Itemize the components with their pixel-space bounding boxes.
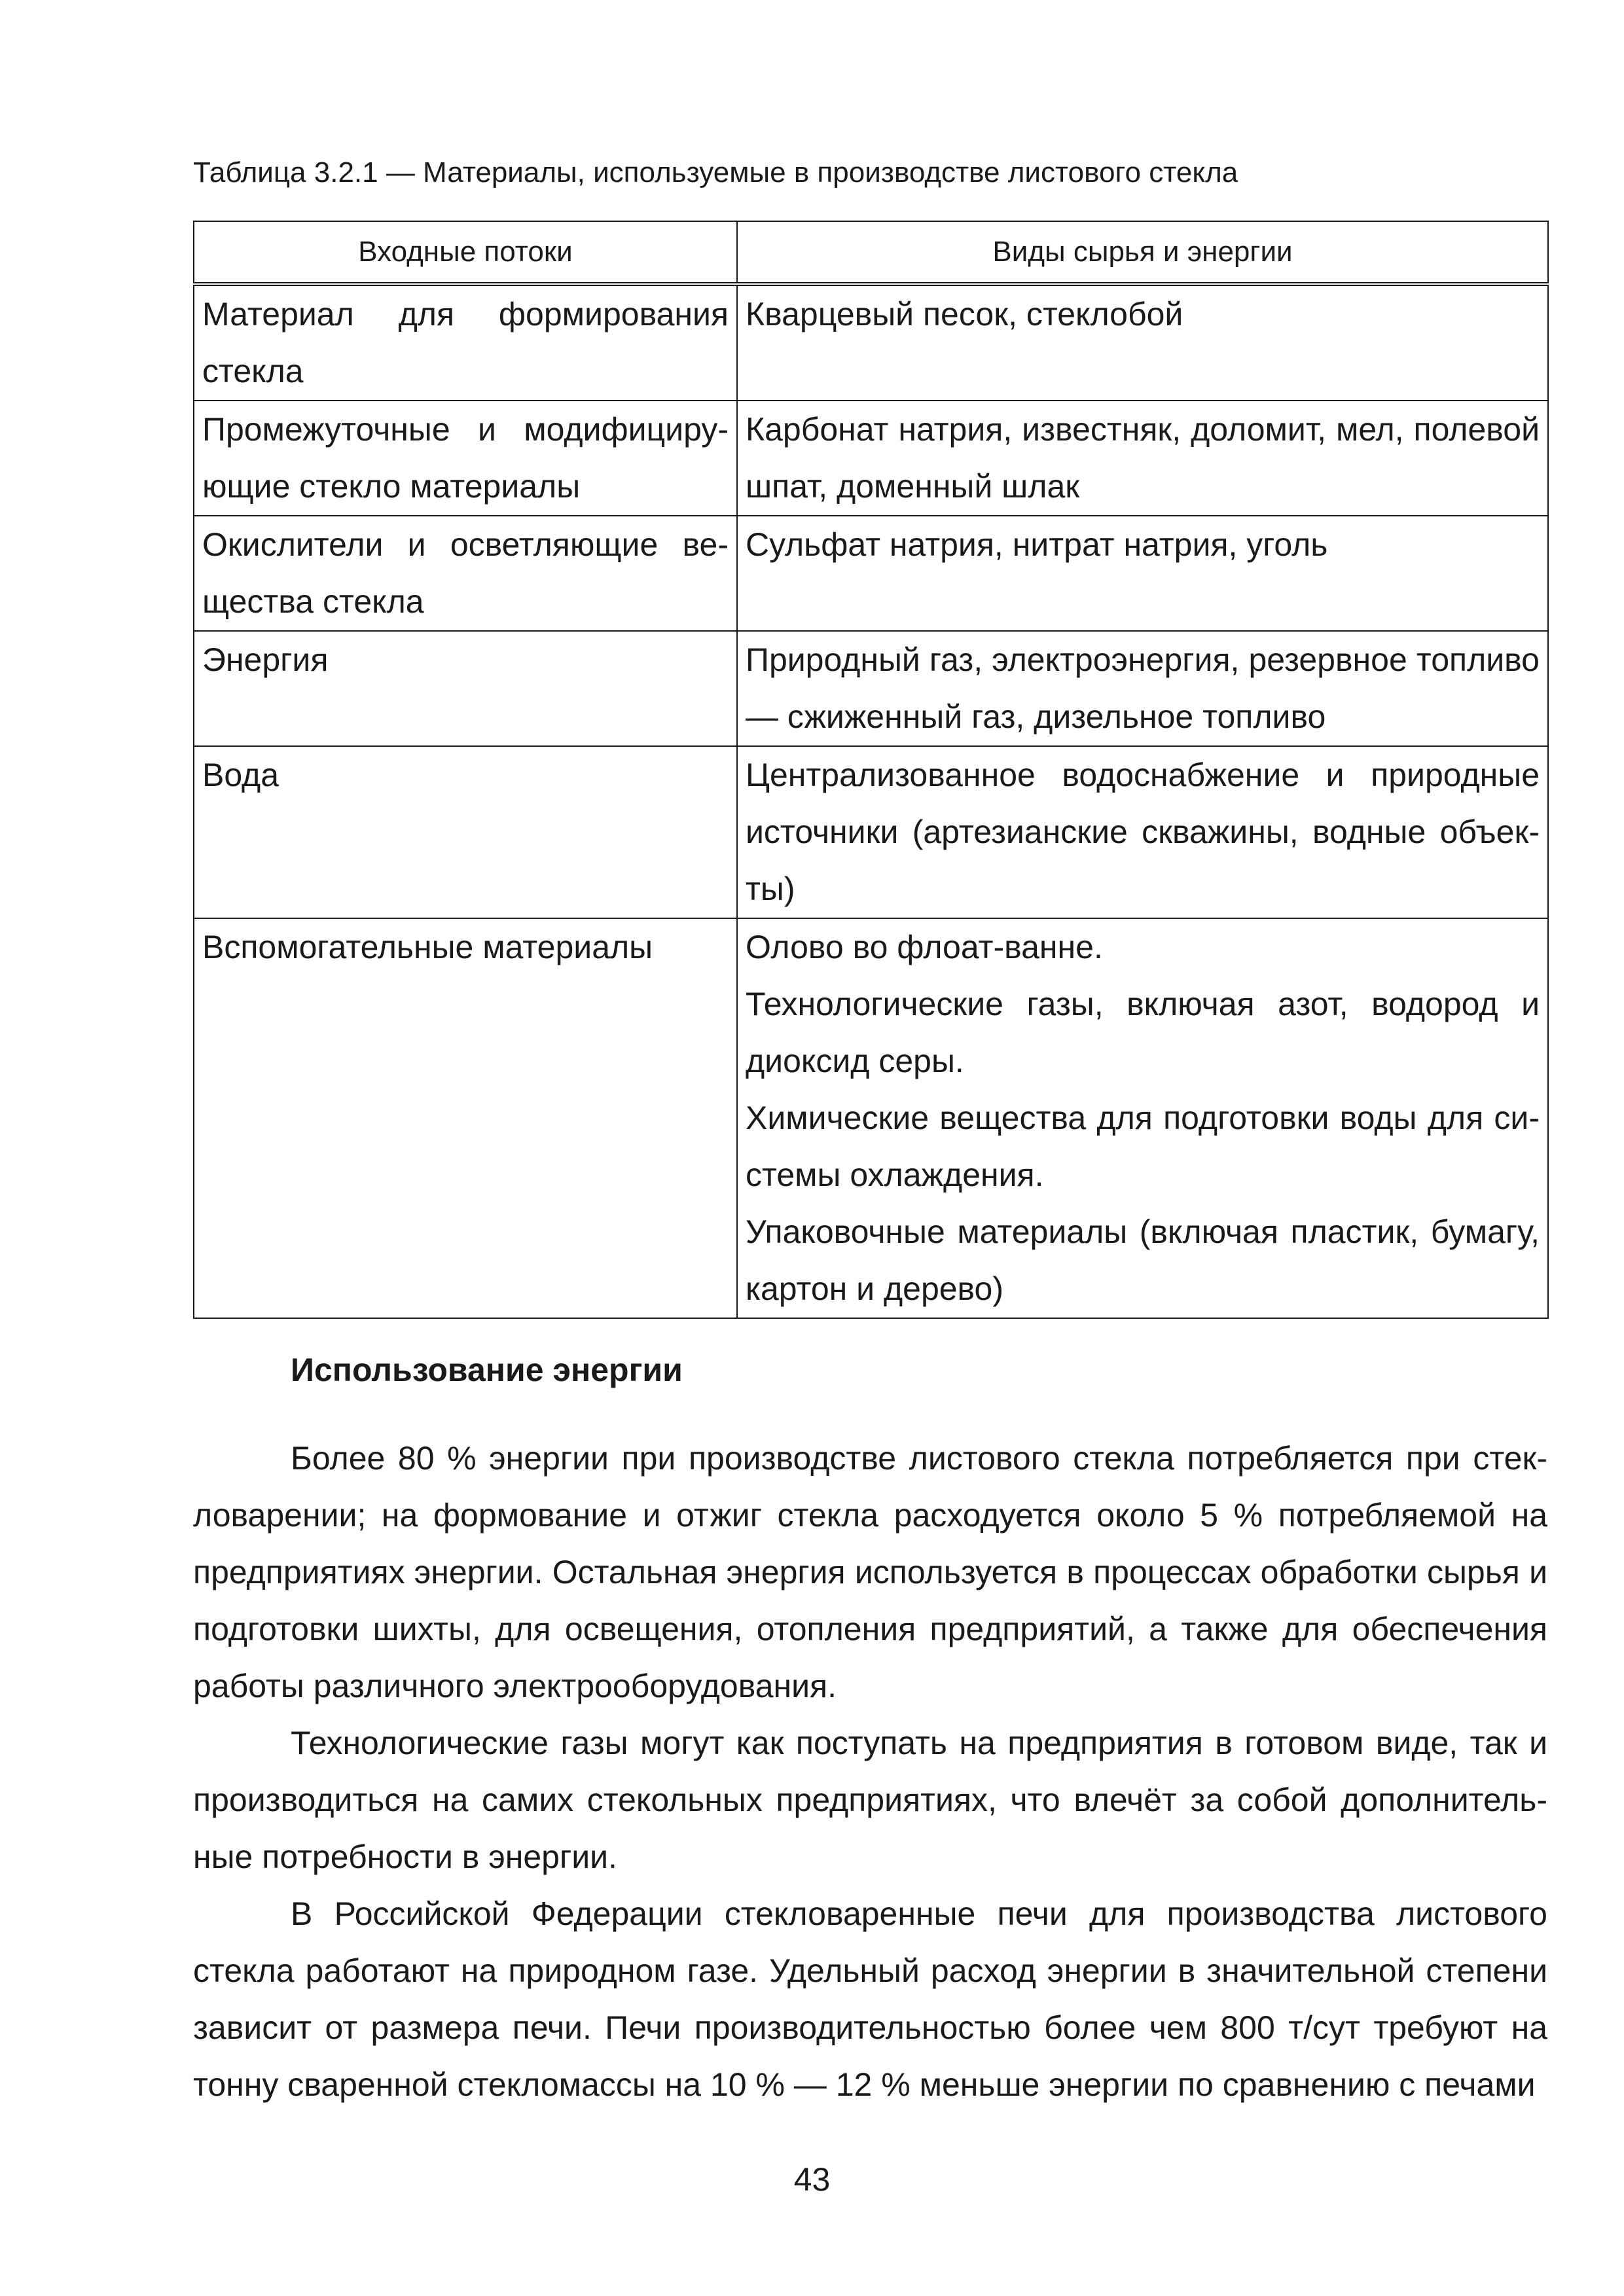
materials-text: Упаковочные материалы (включая пластик, бумагу, картон и дерево) <box>746 1213 1540 1307</box>
flow-cell: Вспомогательные материалы <box>194 918 737 1318</box>
body-text <box>193 1430 1547 2113</box>
table-row <box>194 631 1548 746</box>
materials-cell <box>737 284 1548 401</box>
materials-text: Кварцевый песок, стеклобой <box>746 296 1183 332</box>
materials-text: Химические вещества для подготовки воды для системы охлаждения. <box>746 1100 1540 1193</box>
materials-text: Природный газ, электроэнергия, резервное топливо — сжиженный газ, дизельное топливо <box>746 641 1540 735</box>
materials-cell <box>737 746 1548 918</box>
flow-cell: Вода <box>194 746 737 918</box>
header-resources: Виды сырья и энергии <box>737 221 1548 284</box>
materials-text: Олово во флоат-ванне. <box>746 929 1103 965</box>
materials-text: Сульфат натрия, нитрат натрия, уголь <box>746 526 1328 563</box>
page-number: 43 <box>793 2161 831 2198</box>
materials-table <box>193 221 1549 1319</box>
flow-cell: Окислители и осветляющие вещества стекла <box>194 516 737 631</box>
table-row <box>194 746 1548 918</box>
materials-text: Карбонат натрия, известняк, доломит, мел, полевой шпат, доменный шлак <box>746 411 1540 505</box>
flow-cell: Материал для формирования стекла <box>194 284 737 401</box>
table-caption: Таблица 3.2.1 — Материалы, используемые в производстве листового стекла <box>193 156 1238 188</box>
materials-text: Технологические газы, включая азот, водород и диоксид серы. <box>746 986 1540 1079</box>
materials-cell <box>737 918 1548 1318</box>
table-row <box>194 401 1548 516</box>
paragraph: Технологические газы могут как поступать на предприятия в готовом виде, так и производиться на самих стекольных предприятиях, что влечёт за собой дополнительные потребности в энергии. <box>193 1725 1547 1875</box>
table-row <box>194 918 1548 1318</box>
table-row <box>194 284 1548 401</box>
flow-cell: Промежуточные и модифицирующие стекло материалы <box>194 401 737 516</box>
table-header-row <box>194 221 1548 284</box>
materials-cell <box>737 516 1548 631</box>
flow-cell: Энергия <box>194 631 737 746</box>
header-input-flows: Входные потоки <box>194 221 737 284</box>
table-row <box>194 516 1548 631</box>
materials-cell <box>737 631 1548 746</box>
materials-cell <box>737 401 1548 516</box>
paragraph: В Российской Федерации стекловаренные печи для производства листового стекла работают на природном газе. Удельный расход энергии в значительной степени зависит от размера печи. Печи производительностью более чем 800 т/сут требуют на тонну сваренной стекломассы на 10 % — 12 % меньше энергии по сравнению с печами <box>193 1895 1547 2103</box>
materials-text: Централизованное водоснабжение и природные источники (артезианские скважины, водные объекты) <box>746 757 1540 907</box>
section-heading: Использование энергии <box>291 1352 683 1388</box>
paragraph: Более 80 % энергии при производстве листового стекла потребляется при стекловарении; на формование и отжиг стекла расходуется около 5 % потребляемой на предприятиях энергии. Остальная энергия используется в процессах обработки сырья и подготовки шихты, для освещения, отопления предприятий, а также для обеспечения работы различного электрооборудования. <box>193 1440 1547 1704</box>
